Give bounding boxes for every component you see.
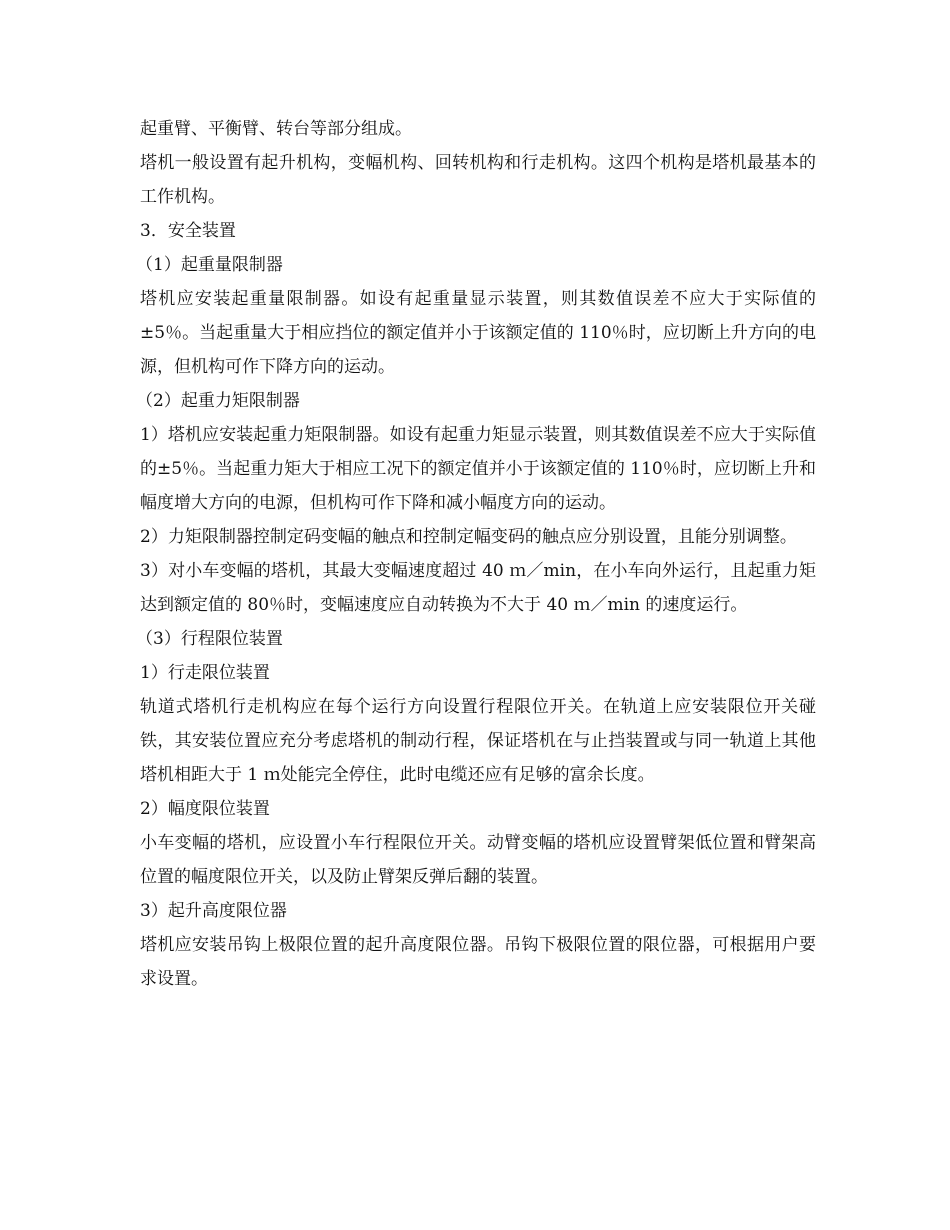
paragraph-moment-limiter-1: 1）塔机应安装起重力矩限制器。如设有起重力矩显示装置，则其数值误差不应大于实际值的±5％。当起重力矩大于相应工况下的额定值并小于该额定值的 110％时，应切断上升和幅度增大方向的电源，但机构可作下降和减小幅度方向的运动。	[140, 425, 816, 513]
paragraph-continuation: 起重臂、平衡臂、转台等部分组成。	[140, 119, 412, 139]
subsection-heading-travel-limit: （3）行程限位装置	[136, 629, 283, 649]
paragraph-luffing-limit: 小车变幅的塔机，应设置小车行程限位开关。动臂变幅的塔机应设置臂架低位置和臂架高位置的幅度限位开关，以及防止臂架反弹后翻的装置。	[140, 833, 816, 887]
paragraph-load-limiter: 塔机应安装起重量限制器。如设有起重量显示装置，则其数值误差不应大于实际值的±5％。当起重量大于相应挡位的额定值并小于该额定值的 110％时，应切断上升方向的电源，但机构可作下降方向的运动。	[140, 289, 816, 377]
paragraph-mechanisms: 塔机一般设置有起升机构，变幅机构、回转机构和行走机构。这四个机构是塔机最基本的工作机构。	[140, 153, 816, 207]
subsection-heading-load-limiter: （1）起重量限制器	[136, 255, 283, 275]
item-heading-hoist-height-limiter: 3）起升高度限位器	[140, 901, 287, 921]
document-body	[136, 112, 816, 996]
subsection-heading-moment-limiter: （2）起重力矩限制器	[136, 391, 300, 411]
section-heading-safety-devices: 3．安全装置	[140, 221, 236, 241]
paragraph-travel-limit: 轨道式塔机行走机构应在每个运行方向设置行程限位开关。在轨道上应安装限位开关碰铁，其安装位置应充分考虑塔机的制动行程，保证塔机在与止挡装置或与同一轨道上其他塔机相距大于 1 ｍ处能完全停住，此时电缆还应有足够的富余长度。	[140, 697, 816, 785]
paragraph-moment-limiter-3: 3）对小车变幅的塔机，其最大变幅速度超过 40 ｍ／min，在小车向外运行，且起重力矩达到额定值的 80％时，变幅速度应自动转换为不大于 40 ｍ／min 的速度运行。	[140, 561, 816, 615]
item-heading-luffing-limit: 2）幅度限位装置	[140, 799, 270, 819]
paragraph-moment-limiter-2: 2）力矩限制器控制定码变幅的触点和控制定幅变码的触点应分别设置，且能分别调整。	[140, 527, 797, 547]
paragraph-hoist-height-limiter: 塔机应安装吊钩上极限位置的起升高度限位器。吊钩下极限位置的限位器，可根据用户要求设置。	[140, 935, 816, 989]
item-heading-travel-limit: 1）行走限位装置	[140, 663, 270, 683]
